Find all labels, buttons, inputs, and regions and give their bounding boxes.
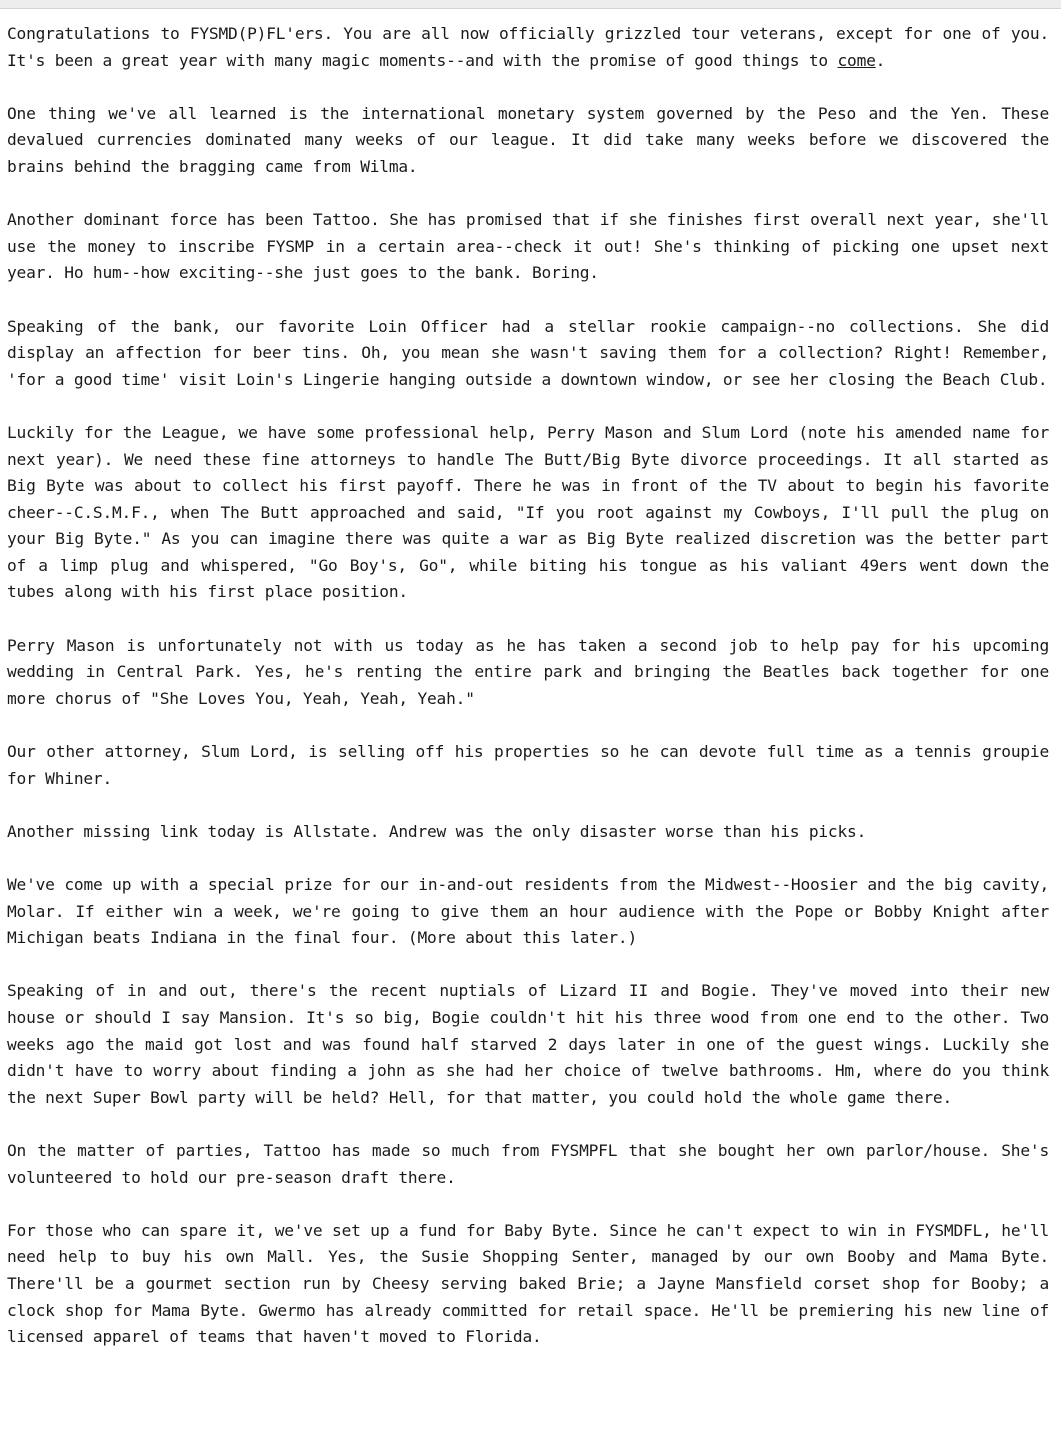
paragraph-parties: On the matter of parties, Tattoo has made so much from FYSMPFL that she bought her own parlor/house. She's volunteered to hold our pre-season draft there. — [7, 1140, 1049, 1187]
paragraph-mansion: Speaking of in and out, there's the recent nuptials of Lizard II and Bogie. They've moved into their new house or should I say Mansion. It's so big, Bogie couldn't hit his three wood from one end to the other. Two weeks ago the maid got lost and was found half starved 2 days later in one of the guest wings. Luckily she didn't have to worry about finding a john as she had her choice of twelve bathrooms. Hm, where do you think the next Super Bowl party will be held? Hell, for that matter, you could hold the whole game there. — [7, 981, 1049, 1107]
underlined-word: come — [837, 50, 876, 70]
paragraph-perry-mason: Perry Mason is unfortunately not with us today as he has taken a second job to help pay for his upcoming wedding in Central Park. Yes, he's renting the entire park and bringing the Beatles back together for one more chorus of "She Loves You, Yeah, Yeah, Yeah." — [7, 635, 1049, 708]
top-border — [0, 0, 1061, 9]
paragraph-tattoo: Another dominant force has been Tattoo. She has promised that if she finishes first overall next year, she'll use the money to inscribe FYSMP in a certain area--check it out! She's thinking of picking one upset next year. Ho hum--how exciting--she just goes to the bank. Boring. — [7, 210, 1049, 283]
paragraph-loin-officer: Speaking of the bank, our favorite Loin Officer had a stellar rookie campaign--no collections. She did display an affection for beer tins. Oh, you mean she wasn't saving them for a collection? Right! Remember, 'for a good time' visit Loin's Lingerie hanging outside a downtown window, or see her closing the Beach Club. — [7, 316, 1049, 389]
paragraph-midwest-prize: We've come up with a special prize for our in-and-out residents from the Midwest--Hoosier and the big cavity, Molar. If either win a week, we're going to give them an hour audience with the Pope or Bobby Knight after Michigan beats Indiana in the final four. (More about this later.) — [7, 875, 1049, 948]
paragraph-congratulations: Congratulations to FYSMD(P)FL'ers. You are all now officially grizzled tour veterans, except for one of you. It's been a great year with many magic moments--and with the promise of good things to come. — [7, 24, 1049, 70]
letter-body — [7, 21, 1049, 1351]
paragraph-baby-byte-fund: For those who can spare it, we've set up a fund for Baby Byte. Since he can't expect to win in FYSMDFL, he'll need help to buy his own Mall. Yes, the Susie Shopping Senter, managed by our own Booby and Mama Byte. There'll be a gourmet section run by Cheesy serving baked Brie; a Jayne Mansfield corset shop for Booby; a clock shop for Mama Byte. Gwermo has already committed for retail space. He'll be premiering his new line of licensed apparel of teams that haven't moved to Florida. — [7, 1220, 1049, 1347]
paragraph-monetary-system: One thing we've all learned is the international monetary system governed by the Peso and the Yen. These devalued currencies dominated many weeks of our league. It did take many weeks before we discovered the brains behind the bragging came from Wilma. — [7, 103, 1049, 176]
paragraph-slum-lord: Our other attorney, Slum Lord, is selling off his properties so he can devote full time as a tennis groupie for Whiner. — [7, 742, 1049, 788]
paragraph-attorneys: Luckily for the League, we have some professional help, Perry Mason and Slum Lord (note his amended name for next year). We need these fine attorneys to handle The Butt/Big Byte divorce proceedings. It all started as Big Byte was about to collect his first payoff. There he was in front of the TV about to begin his favorite cheer--C.S.M.F., when The Butt approached and said, "If you root against my Cowboys, I'll pull the plug on your Big Byte." As you can imagine there was quite a war as Big Byte realized discretion was the better part of a limp plug and whispered, "Go Boy's, Go", while biting his tongue as his valiant 49ers went down the tubes along with his first place position. — [7, 422, 1049, 602]
paragraph-allstate: Another missing link today is Allstate. Andrew was the only disaster worse than his picks. — [7, 821, 867, 841]
